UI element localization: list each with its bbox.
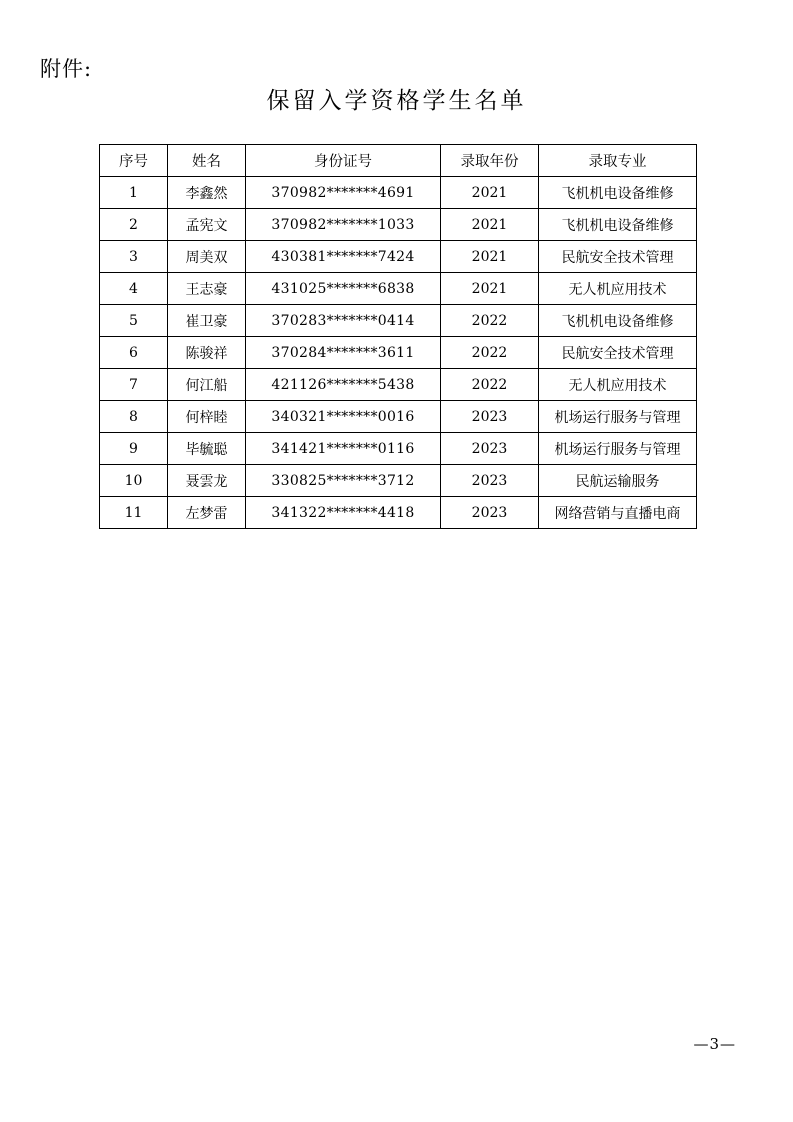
cell-index: 7 (100, 369, 168, 401)
cell-id: 370982*******4691 (246, 177, 441, 209)
column-header-index: 序号 (100, 145, 168, 177)
table-row (100, 337, 697, 369)
table-row (100, 241, 697, 273)
table-row (100, 433, 697, 465)
cell-id: 421126*******5438 (246, 369, 441, 401)
attachment-label: 附件: (40, 57, 93, 81)
table-body (100, 177, 697, 529)
cell-index: 6 (100, 337, 168, 369)
page-number: —3— (693, 1035, 736, 1053)
cell-index: 9 (100, 433, 168, 465)
cell-id: 370982*******1033 (246, 209, 441, 241)
cell-index: 3 (100, 241, 168, 273)
cell-year: 2023 (441, 497, 539, 529)
cell-major: 机场运行服务与管理 (539, 401, 697, 433)
cell-year: 2022 (441, 305, 539, 337)
cell-major: 飞机机电设备维修 (539, 305, 697, 337)
cell-year: 2021 (441, 273, 539, 305)
cell-name: 何江船 (168, 369, 246, 401)
cell-name: 毕毓聪 (168, 433, 246, 465)
cell-index: 1 (100, 177, 168, 209)
cell-index: 4 (100, 273, 168, 305)
column-header-major: 录取专业 (539, 145, 697, 177)
table-row (100, 305, 697, 337)
cell-year: 2021 (441, 241, 539, 273)
cell-name: 崔卫豪 (168, 305, 246, 337)
table-header-row (100, 145, 697, 177)
table-row (100, 465, 697, 497)
cell-id: 341322*******4418 (246, 497, 441, 529)
cell-year: 2023 (441, 433, 539, 465)
cell-name: 李鑫然 (168, 177, 246, 209)
cell-major: 机场运行服务与管理 (539, 433, 697, 465)
table-row (100, 401, 697, 433)
cell-name: 聂雲龙 (168, 465, 246, 497)
cell-index: 2 (100, 209, 168, 241)
table-row (100, 273, 697, 305)
cell-major: 网络营销与直播电商 (539, 497, 697, 529)
cell-id: 370284*******3611 (246, 337, 441, 369)
cell-id: 340321*******0016 (246, 401, 441, 433)
table-row (100, 497, 697, 529)
cell-name: 何梓睦 (168, 401, 246, 433)
cell-name: 王志豪 (168, 273, 246, 305)
cell-year: 2022 (441, 369, 539, 401)
page-title: 保留入学资格学生名单 (266, 88, 527, 114)
cell-id: 431025*******6838 (246, 273, 441, 305)
cell-id: 341421*******0116 (246, 433, 441, 465)
cell-year: 2021 (441, 177, 539, 209)
cell-major: 民航安全技术管理 (539, 337, 697, 369)
cell-id: 330825*******3712 (246, 465, 441, 497)
cell-name: 孟宪文 (168, 209, 246, 241)
cell-year: 2023 (441, 465, 539, 497)
cell-name: 陈骏祥 (168, 337, 246, 369)
cell-index: 8 (100, 401, 168, 433)
cell-index: 5 (100, 305, 168, 337)
table-row (100, 369, 697, 401)
table-row (100, 209, 697, 241)
table-row (100, 177, 697, 209)
cell-id: 370283*******0414 (246, 305, 441, 337)
cell-name: 左梦雷 (168, 497, 246, 529)
student-roster-table (99, 144, 697, 529)
cell-major: 飞机机电设备维修 (539, 177, 697, 209)
cell-major: 民航安全技术管理 (539, 241, 697, 273)
cell-year: 2023 (441, 401, 539, 433)
cell-year: 2022 (441, 337, 539, 369)
cell-year: 2021 (441, 209, 539, 241)
cell-major: 无人机应用技术 (539, 273, 697, 305)
cell-major: 无人机应用技术 (539, 369, 697, 401)
cell-major: 飞机机电设备维修 (539, 209, 697, 241)
cell-name: 周美双 (168, 241, 246, 273)
cell-id: 430381*******7424 (246, 241, 441, 273)
cell-index: 11 (100, 497, 168, 529)
column-header-id: 身份证号 (246, 145, 441, 177)
cell-index: 10 (100, 465, 168, 497)
cell-major: 民航运输服务 (539, 465, 697, 497)
column-header-name: 姓名 (168, 145, 246, 177)
column-header-year: 录取年份 (441, 145, 539, 177)
